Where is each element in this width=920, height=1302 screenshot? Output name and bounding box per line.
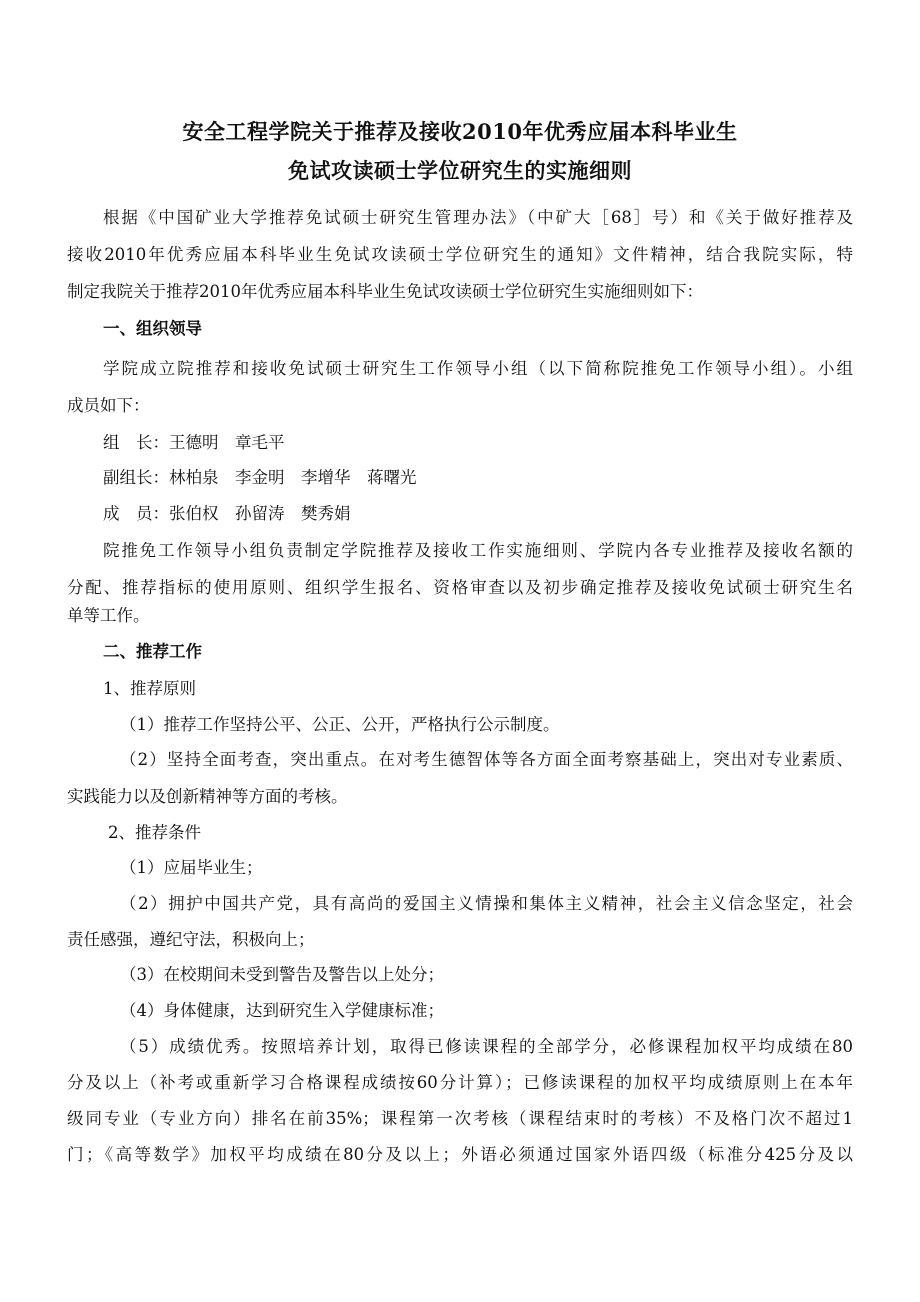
- list-item: （1）应届毕业生；: [120, 858, 263, 877]
- subsection-heading: 1、推荐原则: [103, 679, 196, 698]
- list-item: （5）成绩优秀。按照培养计划，取得已修读课程的全部学分，必修课程加权平均成绩在80: [120, 1037, 853, 1056]
- paragraph-line: 单等工作。: [67, 606, 150, 625]
- list-item-continuation: 门；《高等数学》加权平均成绩在80分及以上；外语必须通过国家外语四级（标准分425分及以: [67, 1145, 853, 1164]
- intro-paragraph-line: 制定我院关于推荐2010年优秀应届本科毕业生免试攻读硕士学位研究生实施细则如下：: [67, 282, 703, 301]
- subsection-heading: 2、推荐条件: [108, 823, 201, 842]
- list-item: （3）在校期间未受到警告及警告以上处分；: [120, 965, 444, 984]
- document-title-line-2: 免试攻读硕士学位研究生的实施细则: [288, 158, 632, 183]
- intro-paragraph-line: 根据《中国矿业大学推荐免试硕士研究生管理办法》（中矿大［68］号）和《关于做好推荐及: [103, 208, 853, 227]
- document-title-line-1: 安全工程学院关于推荐及接收2010年优秀应届本科毕业生: [182, 119, 738, 144]
- section-heading: 一、组织领导: [103, 319, 202, 338]
- member-list-item: 副组长：林柏泉 李金明 李增华 蒋曙光: [103, 468, 417, 487]
- list-item: （4）身体健康，达到研究生入学健康标准；: [120, 1001, 444, 1020]
- section-heading: 二、推荐工作: [103, 642, 202, 661]
- list-item-continuation: 分及以上（补考或重新学习合格课程成绩按60分计算）；已修读课程的加权平均成绩原则上在本年: [67, 1073, 853, 1092]
- paragraph-line: 学院成立院推荐和接收免试硕士研究生工作领导小组（以下简称院推免工作领导小组）。小组: [103, 359, 853, 378]
- list-item-continuation: 责任感强，遵纪守法，积极向上；: [67, 930, 315, 949]
- intro-paragraph-line: 接收2010年优秀应届本科毕业生免试攻读硕士学位研究生的通知》文件精神，结合我院实际，特: [67, 245, 853, 264]
- paragraph-line: 成员如下：: [67, 396, 150, 415]
- paragraph-line: 院推免工作领导小组负责制定学院推荐及接收工作实施细则、学院内各专业推荐及接收名额的: [103, 541, 853, 560]
- list-item: （2）拥护中国共产党，具有高尚的爱国主义情操和集体主义精神，社会主义信念坚定，社会: [120, 894, 853, 913]
- list-item-continuation: 级同专业（专业方向）排名在前35%；课程第一次考核（课程结束时的考核）不及格门次不超过1: [67, 1109, 853, 1128]
- list-item: （1）推荐工作坚持公平、公正、公开，严格执行公示制度。: [120, 715, 560, 734]
- member-list-item: 成 员：张伯权 孙留涛 樊秀娟: [103, 504, 351, 523]
- member-list-item: 组 长：王德明 章毛平: [103, 433, 285, 452]
- list-item: （2）坚持全面考查，突出重点。在对考生德智体等各方面全面考察基础上，突出对专业素质、: [120, 750, 853, 769]
- list-item-continuation: 实践能力以及创新精神等方面的考核。: [67, 787, 348, 806]
- paragraph-line: 分配、推荐指标的使用原则、组织学生报名、资格审查以及初步确定推荐及接收免试硕士研究生名: [67, 578, 853, 597]
